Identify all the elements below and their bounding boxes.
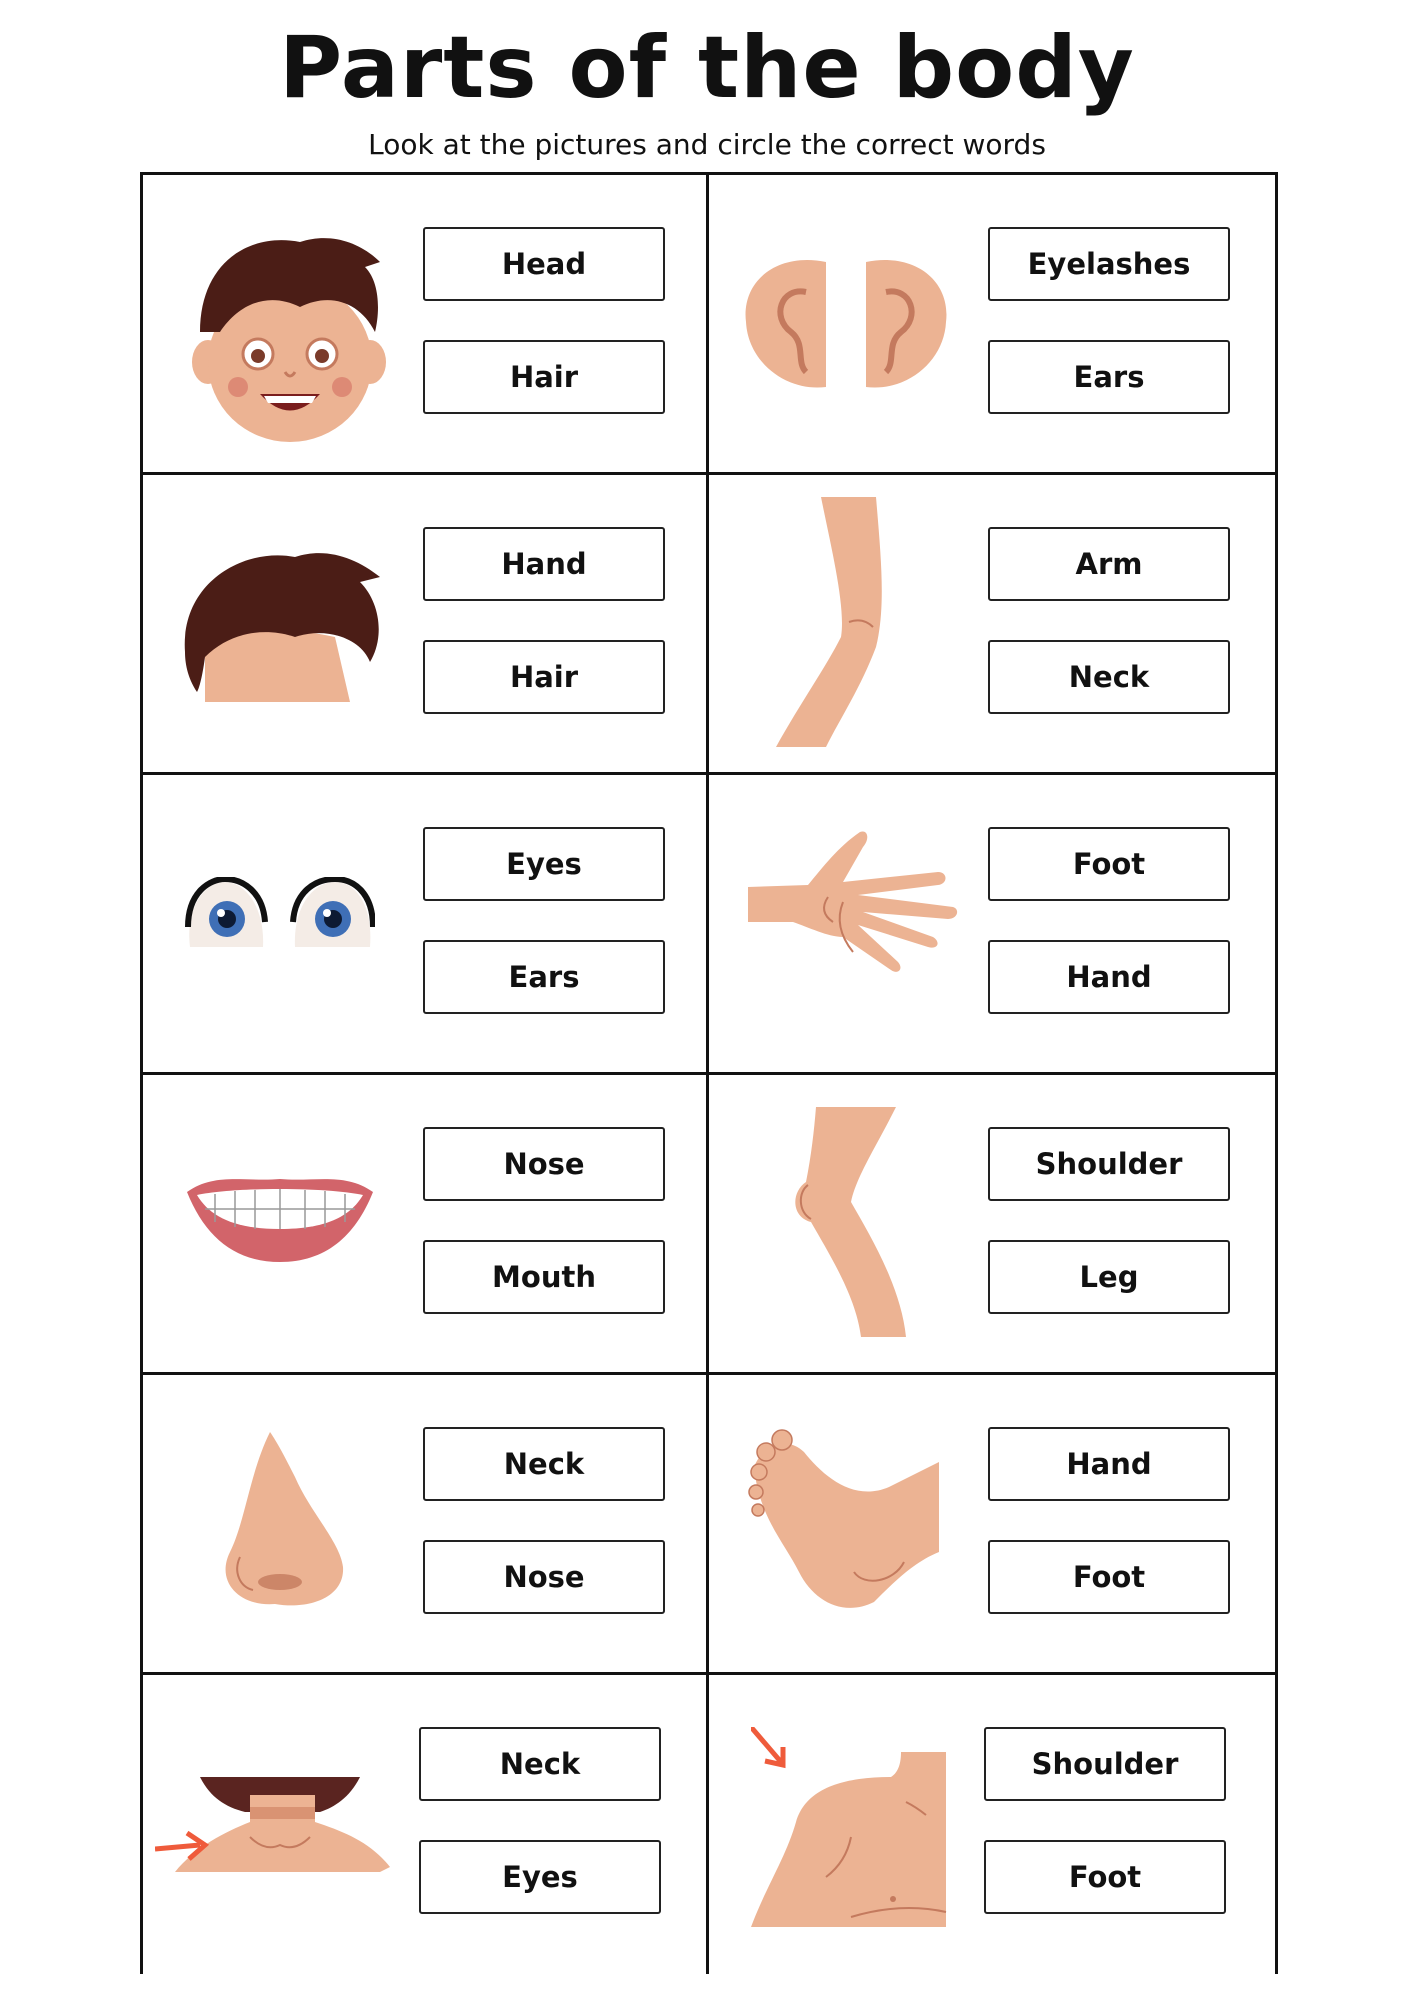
mouth-icon [185,1167,375,1267]
cell-head [140,172,706,472]
word-option-eyelashes[interactable]: Eyelashes [988,227,1230,301]
word-option-hand[interactable]: Hand [988,940,1230,1014]
leg-icon [786,1107,926,1337]
neck-icon [155,1777,395,1877]
word-option-neck[interactable]: Neck [419,1727,661,1801]
page-title: Parts of the body [279,18,1135,118]
word-option-neck[interactable]: Neck [423,1427,665,1501]
word-option-shoulder[interactable]: Shoulder [984,1727,1226,1801]
word-option-ears[interactable]: Ears [423,940,665,1014]
word-option-hand[interactable]: Hand [988,1427,1230,1501]
word-option-hair[interactable]: Hair [423,340,665,414]
cell-mouth [140,1072,706,1372]
cell-ears [706,172,1278,472]
eyes-icon [185,877,375,957]
shoulder-icon [751,1727,951,1927]
worksheet-grid [140,172,1278,1974]
boy-face-icon [180,222,400,442]
cell-leg [706,1072,1278,1372]
word-option-neck[interactable]: Neck [988,640,1230,714]
word-option-arm[interactable]: Arm [988,527,1230,601]
word-option-foot[interactable]: Foot [988,1540,1230,1614]
cell-nose [140,1372,706,1672]
cell-arm [706,472,1278,772]
word-option-hand[interactable]: Hand [423,527,665,601]
word-option-nose[interactable]: Nose [423,1540,665,1614]
ears-icon [736,252,956,402]
hand-icon [748,827,958,1007]
cell-shoulder [706,1672,1278,1974]
word-option-foot[interactable]: Foot [988,827,1230,901]
instructions: Look at the pictures and circle the correct words [368,128,1046,161]
word-option-foot[interactable]: Foot [984,1840,1226,1914]
nose-icon [215,1432,355,1612]
word-option-leg[interactable]: Leg [988,1240,1230,1314]
word-option-eyes[interactable]: Eyes [419,1840,661,1914]
word-option-eyes[interactable]: Eyes [423,827,665,901]
hair-icon [175,542,395,702]
word-option-hair[interactable]: Hair [423,640,665,714]
word-option-ears[interactable]: Ears [988,340,1230,414]
word-option-nose[interactable]: Nose [423,1127,665,1201]
cell-neck [140,1672,706,1974]
word-option-shoulder[interactable]: Shoulder [988,1127,1230,1201]
cell-eyes [140,772,706,1072]
cell-hair [140,472,706,772]
foot-icon [744,1422,944,1612]
word-option-head[interactable]: Head [423,227,665,301]
word-option-mouth[interactable]: Mouth [423,1240,665,1314]
arm-icon [771,497,931,747]
cell-hand [706,772,1278,1072]
cell-foot [706,1372,1278,1672]
